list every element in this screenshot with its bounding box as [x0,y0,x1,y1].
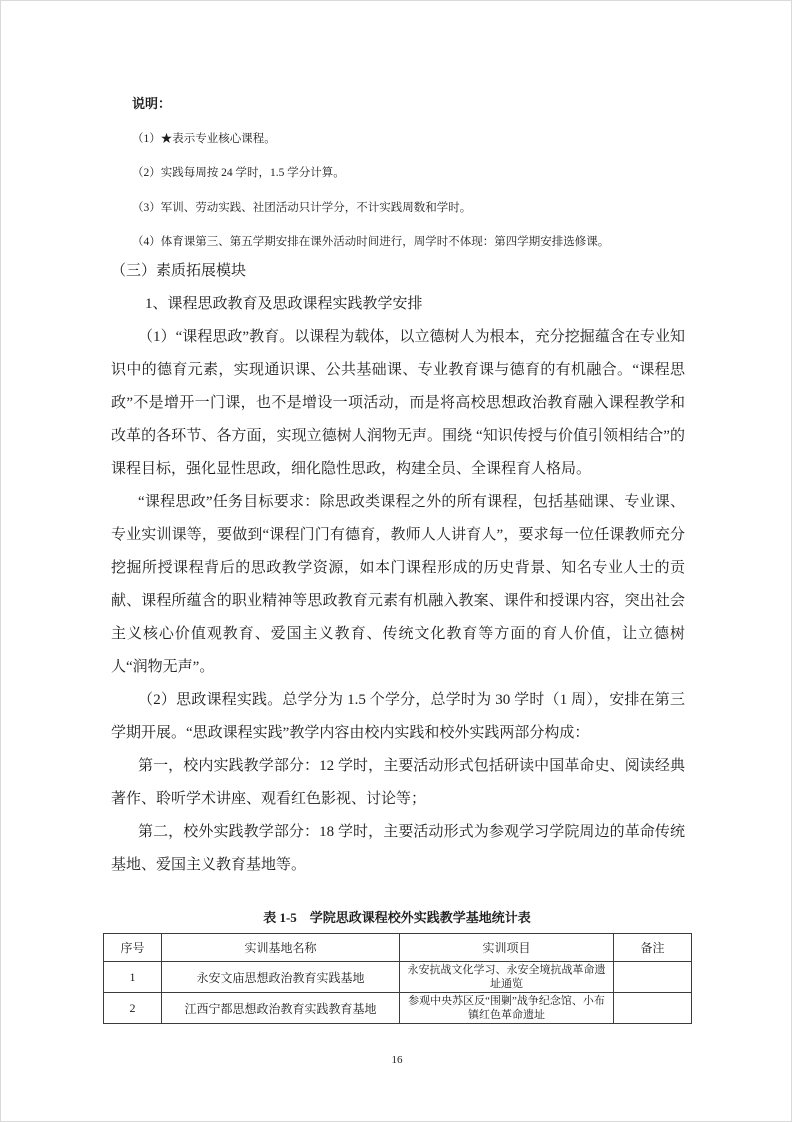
notes-title: 说明： [132,96,172,111]
paragraph-on-campus-practice: 第一，校内实践教学部分：12 学时，主要活动形式包括研读中国革命史、阅读经典著作、聆听学术讲座、观看红色影视、讨论等； [111,758,685,807]
table-caption: 表 1-5 学院思政课程校外实践教学基地统计表 [263,910,531,925]
cell-row1-base-name: 永安文庙思想政治教育实践基地 [162,962,400,993]
column-header-base-name: 实训基地名称 [162,934,400,962]
cell-row1-project: 永安抗战文化学习、永安全境抗战革命遗址通览 [400,962,614,993]
column-header-remark: 备注 [614,934,692,962]
note-item-4: （4）体育课第三、第五学期安排在课外活动时间进行，周学时不体现：第四学期安排选修课。 [132,236,610,249]
page-number: 16 [391,1054,403,1066]
paragraph-practice-overview: （2）思政课程实践。总学分为 1.5 个学分，总学时为 30 学时（1 周），安排在第三学期开展。“思政课程实践”教学内容由校内实践和校外实践两部分构成： [111,692,685,741]
practice-base-table [103,933,692,1024]
cell-row2-base-name: 江西宁都思想政治教育实践教育基地 [162,993,400,1024]
body-text [111,255,685,882]
cell-row1-no: 1 [104,962,162,993]
table-header-row [104,934,692,962]
paragraph-course-ideology: （1）“课程思政”教育。以课程为载体，以立德树人为根本，充分挖掘蕴含在专业知识中的德育元素，实现通识课、公共基础课、专业教育课与德育的有机融合。“课程思政”不是增开一门课，也不是增设一项活动，而是将高校思想政治教育融入课程教学和改革的各环节、各方面，实现立德树人润物无声。围绕 “知识传授与价值引领相结合”的课程目标，强化显性思政，细化隐性思政，构建全员、全课程育人格局。 [111,329,685,477]
cell-row1-remark [614,962,692,993]
paragraph-task-goals: “课程思政”任务目标要求：除思政类课程之外的所有课程，包括基础课、专业课、专业实训课等，要做到“课程门门有德育，教师人人讲育人”，要求每一位任课教师充分挖掘所授课程背后的思政教学资源，如本门课程形成的历史背景、知名专业人士的贡献、课程所蕴含的职业精神等思政教育元素有机融入教案、课件和授课内容，突出社会主义核心价值观教育、爱国主义教育、传统文化教育等方面的育人价值，让立德树人“润物无声”。 [111,494,685,675]
table-row [104,993,692,1024]
section-subheading: 1、课程思政教育及思政课程实践教学安排 [145,296,423,312]
paragraph-off-campus-practice: 第二，校外实践教学部分：18 学时，主要活动形式为参观学习学院周边的革命传统基地、爱国主义教育基地等。 [111,824,685,873]
column-header-project: 实训项目 [400,934,614,962]
table-row [104,962,692,993]
note-item-3: （3）军训、劳动实践、社团活动只计学分，不计实践周数和学时。 [132,201,472,214]
section-heading: （三）素质拓展模块 [111,263,247,279]
cell-row2-project: 参观中央苏区反“围剿”战争纪念馆、小布镇红色革命遗址 [400,993,614,1024]
note-item-2: （2）实践每周按 24 学时，1.5 学分计算。 [132,167,345,180]
note-item-1: （1）★表示专业核心课程。 [132,132,276,145]
cell-row2-no: 2 [104,993,162,1024]
notes-section [111,87,686,260]
cell-row2-remark [614,993,692,1024]
column-header-no: 序号 [104,934,162,962]
